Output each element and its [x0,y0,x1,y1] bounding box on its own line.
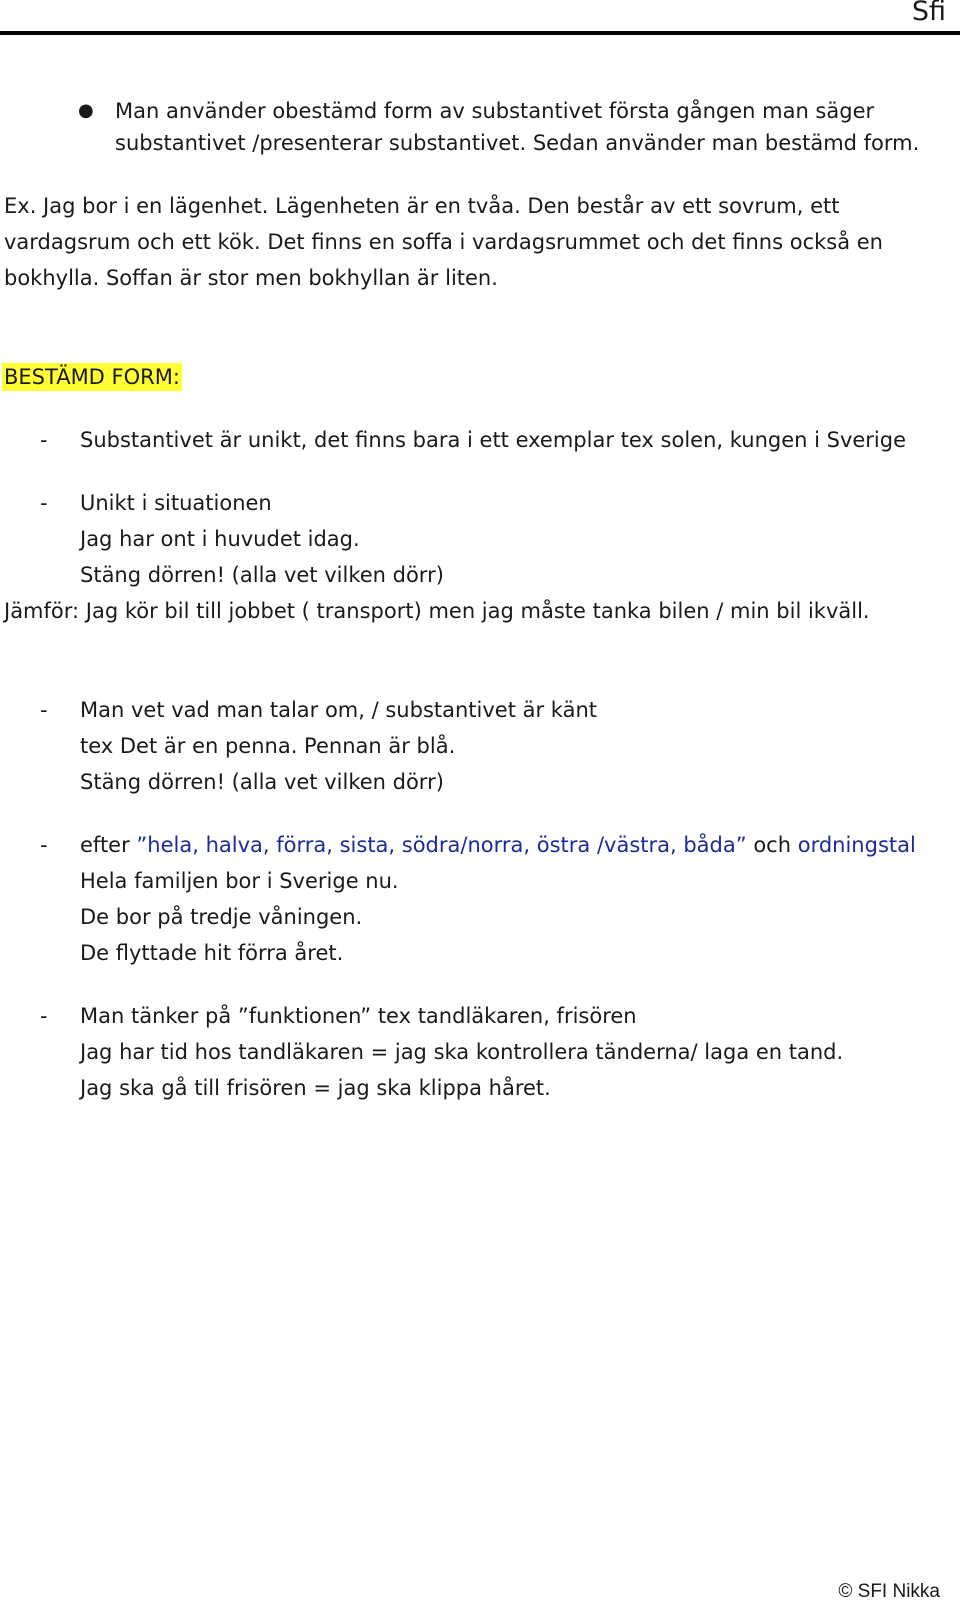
example-line-1: Ex. Jag bor i en lägenhet. Lägenheten är en tvåa. Den består av ett sovrum, ett [4,194,840,218]
rule-2-dash: - [40,491,48,515]
rule-4-prefix: efter [80,833,130,857]
example-line-2: vardagsrum och ett kök. Det finns en soffa i vardagsrummet och det finns också en [4,230,883,254]
rule-4-mid: och [753,833,792,857]
bullet-line-1: Man använder obestämd form av substantivet första gången man säger [115,99,875,123]
rule-4-text [80,827,916,863]
rule-5-example-2: Jag ska gå till frisören = jag ska klippa håret. [80,1076,551,1100]
rule-2-example-1: Jag har ont i huvudet idag. [80,527,360,551]
rule-2-example-2: Stäng dörren! (alla vet vilken dörr) [80,563,444,587]
rule-2-text: Unikt i situationen [80,491,272,515]
bullet-icon: ● [78,100,94,121]
header-rule [0,31,960,35]
rule-3-example-2: Stäng dörren! (alla vet vilken dörr) [80,770,444,794]
footer-copyright: © SFI Nikka [838,1581,940,1602]
rule-4-ordinal: ordningstal [797,833,916,857]
rule-2-compare: Jämför: Jag kör bil till jobbet ( transport) men jag måste tanka bilen / min bil ikväll. [4,599,870,623]
rule-4-dash: - [40,833,48,857]
rule-4-quoted-words: ”hela, halva, förra, sista, södra/norra, östra /västra, båda” [136,833,747,857]
rule-5-example-1: Jag har tid hos tandläkaren = jag ska kontrollera tänderna/ laga en tand. [80,1040,844,1064]
rule-1-dash: - [40,428,48,452]
rule-3-example-1: tex Det är en penna. Pennan är blå. [80,734,456,758]
rule-5-dash: - [40,1004,48,1028]
rule-4-example-3: De flyttade hit förra året. [80,941,344,965]
rule-4-example-1: Hela familjen bor i Sverige nu. [80,869,399,893]
rule-5-text: Man tänker på ”funktionen” tex tandläkaren, frisören [80,1004,637,1028]
rule-3-text: Man vet vad man talar om, / substantivet är känt [80,698,598,722]
section-heading-text: BESTÄMD FORM: [4,365,180,389]
rule-3-dash: - [40,698,48,722]
header-title: Sfi [911,0,946,27]
rule-1-text: Substantivet är unikt, det finns bara i ett exemplar tex solen, kungen i Sverige [80,428,907,452]
bullet-line-2: substantivet /presenterar substantivet. Sedan använder man bestämd form. [115,131,920,155]
example-line-3: bokhylla. Soffan är stor men bokhyllan är liten. [4,266,498,290]
rule-4-example-2: De bor på tredje våningen. [80,905,363,929]
section-heading [2,359,182,395]
